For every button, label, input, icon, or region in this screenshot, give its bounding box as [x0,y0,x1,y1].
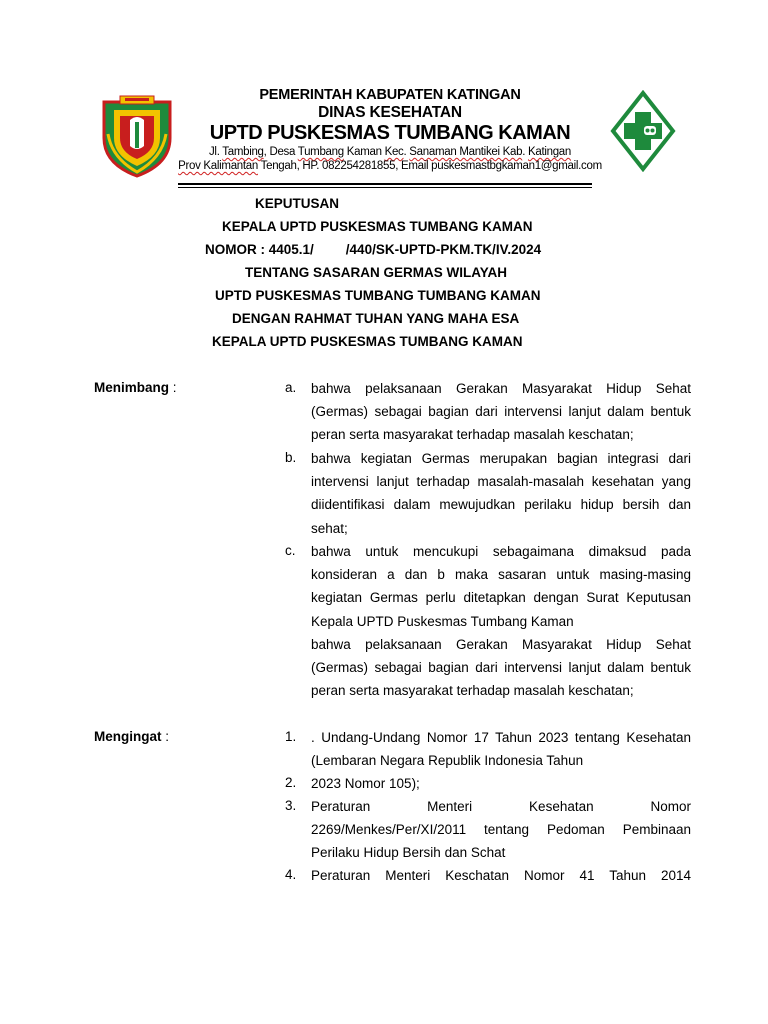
text-line: Perilaku Hidup Bersih dan Schat [311,845,506,861]
item-marker: b. [285,450,297,465]
text-line: bahwa untuk mencukupi sebagaimana dimaksud pada [311,544,691,559]
address-word: Tambing [222,146,264,158]
letterhead-agency: DINAS KESEHATAN [318,104,462,121]
text-line: (Lembaran Negara Republik Indonesia Tahun [311,753,584,769]
text-line: Kepala UPTD Puskesmas Tumbang Kaman [311,613,574,629]
item-marker: 2. [285,775,297,790]
subject-line1: TENTANG SASARAN GERMAS WILAYAH [245,265,508,280]
text-line: . Undang-Undang Nomor 17 Tahun 2023 tentang Kesehatan [311,730,691,745]
address-text: . [403,146,410,158]
text-line: bahwa pelaksanaan Gerakan Masyarakat Hidup Sehat [311,381,691,396]
address-prefix: Jl. [208,146,223,158]
text-line: (Germas) sebagai bagian dari intervensi lanjut dalam bentuk [311,404,691,420]
text-line: konsideran a dan b maka sasaran untuk masing-masing [311,567,691,583]
item-marker: 4. [285,867,297,882]
address-text: . [522,146,528,158]
text-line: bahwa kegiatan Germas merupakan bagian integrasi dari [311,451,691,466]
letterhead-institution: UPTD PUSKESMAS TUMBANG KAMAN [209,122,571,144]
blessing-line: DENGAN RAHMAT TUHAN YANG MAHA ESA [232,311,520,326]
official-line: KEPALA UPTD PUSKESMAS TUMBANG KAMAN [212,334,523,349]
address-word: Katingan [528,146,571,158]
menimbang-item-b [311,447,691,540]
item-marker: 3. [285,798,297,813]
address-text: Kaman [343,146,385,158]
mengingat-label [94,729,169,744]
letterhead-rule-thin [178,187,592,188]
mengingat-item-4 [311,864,691,887]
contact-text: Tengah, HP. 082254281855, Email puskesmastbgkaman1@gmail.com [257,160,602,172]
letterhead-contact [170,159,610,173]
mengingat-item-3 [311,795,691,865]
menimbang-label-text: Menimbang [94,380,170,395]
address-word: Tumbang [297,146,344,158]
letterhead-address [170,145,610,159]
text-line: sehat; [311,520,348,536]
address-word: Sanaman Mantikei Kab [409,146,523,158]
decree-number-suffix: /440/SK-UPTD-PKM.TK/IV.2024 [345,242,542,257]
issuer: KEPALA UPTD PUSKESMAS TUMBANG KAMAN [222,219,533,234]
decree-number-prefix: NOMOR : 4405.1/ [205,242,314,257]
text-line: Peraturan Menteri Keschatan Nomor 41 Tahun 2014 [311,868,691,883]
text-line: (Germas) sebagai bagian dari intervensi lanjut dalam bentuk [311,659,691,675]
menimbang-item-a [311,377,691,447]
menimbang-item-c [311,540,691,702]
text-line: bahwa pelaksanaan Gerakan Masyarakat Hidup Sehat [311,636,691,652]
mengingat-item-1 [311,726,691,772]
item-marker: c. [285,543,296,558]
text-line: 2023 Nomor 105); [311,776,420,791]
text-line: peran serta masyarakat terhadap masalah keschatan; [311,427,634,443]
doc-type: KEPUTUSAN [255,196,340,211]
letterhead-rule-thick [178,183,592,185]
menimbang-label [94,380,177,395]
mengingat-colon: : [161,729,170,744]
address-text: , Desa [263,146,298,158]
menimbang-colon: : [169,380,177,395]
mengingat-item-2 [311,772,691,795]
text-line: peran serta masyarakat terhadap masalah keschatan; [311,683,634,699]
text-line: diidentifikasi dalam mewujudkan perilaku hidup bersih dan [311,497,691,513]
text-line: kegiatan Germas perlu ditetapkan dengan Surat Keputusan [311,590,691,606]
text-line: Peraturan Menteri Kesehatan Nomor [311,799,691,814]
mengingat-label-text: Mengingat [94,729,162,744]
contact-word: Prov Kalimantan [178,160,258,172]
address-word: Kec [384,146,404,158]
item-marker: 1. [285,729,297,744]
subject-line2: UPTD PUSKESMAS TUMBANG TUMBANG KAMAN [215,288,541,303]
katingan-regency-emblem-icon [100,92,174,178]
puskesmas-cross-logo-icon [610,90,676,172]
item-marker: a. [285,380,297,395]
decree-number [205,242,541,257]
letterhead [170,86,610,173]
text-line: intervensi lanjut terhadap masalah-masalah kesehatan yang [311,474,691,490]
letterhead-government: PEMERINTAH KABUPATEN KATINGAN [259,87,521,103]
text-line: 2269/Menkes/Per/XI/2011 tentang Pedoman Pembinaan [311,822,691,838]
